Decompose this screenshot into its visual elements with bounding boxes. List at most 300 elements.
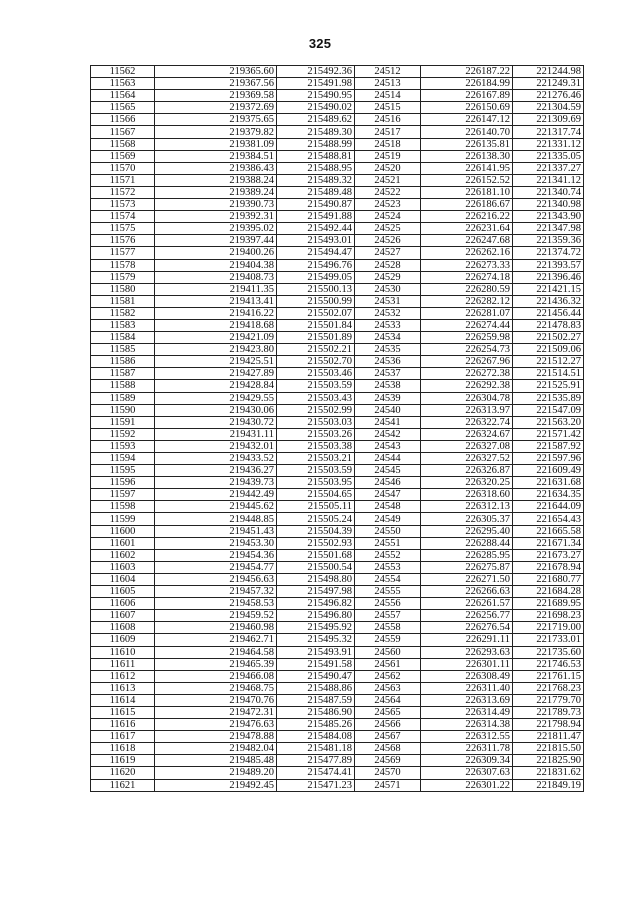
y-coordinate-a-cell: 215490.02 (277, 102, 355, 114)
x-coordinate-a-cell: 219421.09 (155, 332, 277, 344)
point-id-b-cell: 24537 (355, 368, 421, 380)
y-coordinate-a-cell: 215501.89 (277, 332, 355, 344)
y-coordinate-b-cell: 221684.28 (513, 586, 584, 598)
y-coordinate-b-cell: 221761.15 (513, 670, 584, 682)
table-row (91, 102, 584, 114)
x-coordinate-b-cell: 226266.63 (421, 586, 513, 598)
point-id-a-cell: 11592 (91, 428, 155, 440)
x-coordinate-a-cell: 219397.44 (155, 235, 277, 247)
point-id-b-cell: 24515 (355, 102, 421, 114)
y-coordinate-a-cell: 215496.76 (277, 259, 355, 271)
point-id-b-cell: 24560 (355, 646, 421, 658)
table-row (91, 682, 584, 694)
point-id-a-cell: 11614 (91, 694, 155, 706)
x-coordinate-b-cell: 226254.73 (421, 344, 513, 356)
point-id-a-cell: 11570 (91, 162, 155, 174)
y-coordinate-b-cell: 221587.92 (513, 440, 584, 452)
table-row (91, 259, 584, 271)
y-coordinate-a-cell: 215491.88 (277, 211, 355, 223)
point-id-b-cell: 24517 (355, 126, 421, 138)
x-coordinate-b-cell: 226327.08 (421, 440, 513, 452)
x-coordinate-b-cell: 226305.37 (421, 513, 513, 525)
x-coordinate-b-cell: 226276.54 (421, 622, 513, 634)
y-coordinate-b-cell: 221719.00 (513, 622, 584, 634)
x-coordinate-a-cell: 219430.06 (155, 404, 277, 416)
x-coordinate-b-cell: 226274.44 (421, 319, 513, 331)
table-row (91, 573, 584, 585)
y-coordinate-b-cell: 221343.90 (513, 211, 584, 223)
y-coordinate-a-cell: 215471.23 (277, 779, 355, 791)
x-coordinate-b-cell: 226272.38 (421, 368, 513, 380)
coordinates-table-body (91, 66, 584, 792)
x-coordinate-a-cell: 219369.58 (155, 90, 277, 102)
point-id-b-cell: 24557 (355, 610, 421, 622)
point-id-b-cell: 24545 (355, 465, 421, 477)
x-coordinate-a-cell: 219430.72 (155, 416, 277, 428)
x-coordinate-b-cell: 226281.07 (421, 307, 513, 319)
point-id-a-cell: 11567 (91, 126, 155, 138)
table-row (91, 271, 584, 283)
y-coordinate-b-cell: 221502.27 (513, 332, 584, 344)
y-coordinate-b-cell: 221509.06 (513, 344, 584, 356)
x-coordinate-a-cell: 219365.60 (155, 66, 277, 78)
x-coordinate-b-cell: 226285.95 (421, 549, 513, 561)
y-coordinate-a-cell: 215503.59 (277, 465, 355, 477)
x-coordinate-b-cell: 226314.38 (421, 719, 513, 731)
y-coordinate-b-cell: 221393.57 (513, 259, 584, 271)
y-coordinate-a-cell: 215505.24 (277, 513, 355, 525)
x-coordinate-b-cell: 226147.12 (421, 114, 513, 126)
point-id-b-cell: 24555 (355, 586, 421, 598)
y-coordinate-b-cell: 221396.46 (513, 271, 584, 283)
table-row (91, 392, 584, 404)
table-row (91, 706, 584, 718)
y-coordinate-b-cell: 221359.36 (513, 235, 584, 247)
y-coordinate-b-cell: 221798.94 (513, 719, 584, 731)
point-id-b-cell: 24540 (355, 404, 421, 416)
y-coordinate-b-cell: 221609.49 (513, 465, 584, 477)
x-coordinate-a-cell: 219381.09 (155, 138, 277, 150)
point-id-b-cell: 24513 (355, 78, 421, 90)
y-coordinate-a-cell: 215489.62 (277, 114, 355, 126)
y-coordinate-a-cell: 215485.26 (277, 719, 355, 731)
y-coordinate-a-cell: 215490.47 (277, 670, 355, 682)
y-coordinate-a-cell: 215486.90 (277, 706, 355, 718)
x-coordinate-b-cell: 226322.74 (421, 416, 513, 428)
x-coordinate-a-cell: 219404.38 (155, 259, 277, 271)
point-id-b-cell: 24512 (355, 66, 421, 78)
point-id-b-cell: 24563 (355, 682, 421, 694)
x-coordinate-b-cell: 226314.49 (421, 706, 513, 718)
point-id-b-cell: 24552 (355, 549, 421, 561)
point-id-b-cell: 24532 (355, 307, 421, 319)
x-coordinate-b-cell: 226135.81 (421, 138, 513, 150)
table-row (91, 622, 584, 634)
point-id-b-cell: 24536 (355, 356, 421, 368)
x-coordinate-b-cell: 226308.49 (421, 670, 513, 682)
x-coordinate-b-cell: 226187.22 (421, 66, 513, 78)
table-row (91, 295, 584, 307)
x-coordinate-b-cell: 226256.77 (421, 610, 513, 622)
y-coordinate-a-cell: 215503.03 (277, 416, 355, 428)
point-id-b-cell: 24528 (355, 259, 421, 271)
y-coordinate-b-cell: 221244.98 (513, 66, 584, 78)
x-coordinate-b-cell: 226301.11 (421, 658, 513, 670)
y-coordinate-b-cell: 221849.19 (513, 779, 584, 791)
x-coordinate-a-cell: 219460.98 (155, 622, 277, 634)
table-row (91, 694, 584, 706)
point-id-b-cell: 24530 (355, 283, 421, 295)
y-coordinate-b-cell: 221421.15 (513, 283, 584, 295)
y-coordinate-b-cell: 221374.72 (513, 247, 584, 259)
y-coordinate-b-cell: 221571.42 (513, 428, 584, 440)
point-id-a-cell: 11589 (91, 392, 155, 404)
point-id-a-cell: 11564 (91, 90, 155, 102)
point-id-a-cell: 11610 (91, 646, 155, 658)
x-coordinate-b-cell: 226311.78 (421, 743, 513, 755)
point-id-a-cell: 11582 (91, 307, 155, 319)
x-coordinate-b-cell: 226267.96 (421, 356, 513, 368)
table-row (91, 404, 584, 416)
point-id-a-cell: 11568 (91, 138, 155, 150)
x-coordinate-b-cell: 226186.67 (421, 199, 513, 211)
point-id-b-cell: 24559 (355, 634, 421, 646)
point-id-a-cell: 11606 (91, 598, 155, 610)
point-id-a-cell: 11615 (91, 706, 155, 718)
y-coordinate-a-cell: 215484.08 (277, 731, 355, 743)
y-coordinate-a-cell: 215493.91 (277, 646, 355, 658)
table-row (91, 501, 584, 513)
x-coordinate-a-cell: 219416.22 (155, 307, 277, 319)
x-coordinate-a-cell: 219427.89 (155, 368, 277, 380)
point-id-b-cell: 24544 (355, 453, 421, 465)
y-coordinate-a-cell: 215503.43 (277, 392, 355, 404)
y-coordinate-b-cell: 221547.09 (513, 404, 584, 416)
x-coordinate-a-cell: 219429.55 (155, 392, 277, 404)
y-coordinate-a-cell: 215502.70 (277, 356, 355, 368)
point-id-b-cell: 24546 (355, 477, 421, 489)
point-id-b-cell: 24561 (355, 658, 421, 670)
y-coordinate-b-cell: 221331.12 (513, 138, 584, 150)
x-coordinate-a-cell: 219472.31 (155, 706, 277, 718)
x-coordinate-a-cell: 219445.62 (155, 501, 277, 513)
x-coordinate-a-cell: 219451.43 (155, 525, 277, 537)
y-coordinate-a-cell: 215499.05 (277, 271, 355, 283)
point-id-a-cell: 11601 (91, 537, 155, 549)
x-coordinate-a-cell: 219432.01 (155, 440, 277, 452)
point-id-b-cell: 24549 (355, 513, 421, 525)
x-coordinate-a-cell: 219418.68 (155, 319, 277, 331)
y-coordinate-a-cell: 215492.44 (277, 223, 355, 235)
y-coordinate-a-cell: 215505.11 (277, 501, 355, 513)
table-row (91, 719, 584, 731)
table-row (91, 78, 584, 90)
point-id-a-cell: 11572 (91, 186, 155, 198)
point-id-b-cell: 24543 (355, 440, 421, 452)
y-coordinate-a-cell: 215490.95 (277, 90, 355, 102)
point-id-a-cell: 11619 (91, 755, 155, 767)
point-id-b-cell: 24522 (355, 186, 421, 198)
table-row (91, 670, 584, 682)
table-row (91, 537, 584, 549)
x-coordinate-b-cell: 226181.10 (421, 186, 513, 198)
x-coordinate-a-cell: 219423.80 (155, 344, 277, 356)
point-id-a-cell: 11597 (91, 489, 155, 501)
x-coordinate-a-cell: 219442.49 (155, 489, 277, 501)
y-coordinate-b-cell: 221735.60 (513, 646, 584, 658)
point-id-a-cell: 11563 (91, 78, 155, 90)
point-id-a-cell: 11578 (91, 259, 155, 271)
point-id-b-cell: 24568 (355, 743, 421, 755)
point-id-b-cell: 24516 (355, 114, 421, 126)
y-coordinate-a-cell: 215488.99 (277, 138, 355, 150)
y-coordinate-a-cell: 215496.80 (277, 610, 355, 622)
x-coordinate-a-cell: 219433.52 (155, 453, 277, 465)
y-coordinate-b-cell: 221478.83 (513, 319, 584, 331)
x-coordinate-b-cell: 226288.44 (421, 537, 513, 549)
point-id-a-cell: 11593 (91, 440, 155, 452)
y-coordinate-a-cell: 215489.30 (277, 126, 355, 138)
y-coordinate-a-cell: 215501.68 (277, 549, 355, 561)
y-coordinate-a-cell: 215503.59 (277, 380, 355, 392)
y-coordinate-b-cell: 221276.46 (513, 90, 584, 102)
table-row (91, 513, 584, 525)
y-coordinate-b-cell: 221309.69 (513, 114, 584, 126)
y-coordinate-a-cell: 215494.47 (277, 247, 355, 259)
x-coordinate-a-cell: 219408.73 (155, 271, 277, 283)
table-row (91, 307, 584, 319)
x-coordinate-a-cell: 219489.20 (155, 767, 277, 779)
y-coordinate-a-cell: 215489.48 (277, 186, 355, 198)
table-row (91, 66, 584, 78)
x-coordinate-a-cell: 219458.53 (155, 598, 277, 610)
point-id-b-cell: 24569 (355, 755, 421, 767)
y-coordinate-a-cell: 215474.41 (277, 767, 355, 779)
point-id-b-cell: 24550 (355, 525, 421, 537)
point-id-a-cell: 11583 (91, 319, 155, 331)
x-coordinate-a-cell: 219425.51 (155, 356, 277, 368)
y-coordinate-a-cell: 215488.86 (277, 682, 355, 694)
y-coordinate-b-cell: 221689.95 (513, 598, 584, 610)
x-coordinate-b-cell: 226313.69 (421, 694, 513, 706)
point-id-a-cell: 11607 (91, 610, 155, 622)
y-coordinate-b-cell: 221789.73 (513, 706, 584, 718)
x-coordinate-a-cell: 219457.32 (155, 586, 277, 598)
x-coordinate-a-cell: 219392.31 (155, 211, 277, 223)
y-coordinate-b-cell: 221678.94 (513, 561, 584, 573)
point-id-a-cell: 11594 (91, 453, 155, 465)
point-id-b-cell: 24527 (355, 247, 421, 259)
y-coordinate-b-cell: 221597.96 (513, 453, 584, 465)
y-coordinate-b-cell: 221347.98 (513, 223, 584, 235)
point-id-b-cell: 24518 (355, 138, 421, 150)
y-coordinate-a-cell: 215495.32 (277, 634, 355, 646)
y-coordinate-b-cell: 221825.90 (513, 755, 584, 767)
x-coordinate-b-cell: 226184.99 (421, 78, 513, 90)
point-id-b-cell: 24529 (355, 271, 421, 283)
y-coordinate-a-cell: 215500.54 (277, 561, 355, 573)
point-id-a-cell: 11613 (91, 682, 155, 694)
table-row (91, 634, 584, 646)
y-coordinate-b-cell: 221634.35 (513, 489, 584, 501)
point-id-b-cell: 24548 (355, 501, 421, 513)
y-coordinate-b-cell: 221335.05 (513, 150, 584, 162)
y-coordinate-a-cell: 215491.58 (277, 658, 355, 670)
point-id-a-cell: 11585 (91, 344, 155, 356)
y-coordinate-a-cell: 215500.99 (277, 295, 355, 307)
point-id-a-cell: 11573 (91, 199, 155, 211)
x-coordinate-a-cell: 219454.36 (155, 549, 277, 561)
y-coordinate-a-cell: 215496.82 (277, 598, 355, 610)
x-coordinate-a-cell: 219456.63 (155, 573, 277, 585)
page-number: 325 (308, 36, 332, 51)
table-row (91, 283, 584, 295)
point-id-a-cell: 11590 (91, 404, 155, 416)
x-coordinate-b-cell: 226138.30 (421, 150, 513, 162)
table-row (91, 658, 584, 670)
x-coordinate-b-cell: 226312.55 (421, 731, 513, 743)
x-coordinate-b-cell: 226141.95 (421, 162, 513, 174)
x-coordinate-b-cell: 226295.40 (421, 525, 513, 537)
table-row (91, 525, 584, 537)
y-coordinate-a-cell: 215488.95 (277, 162, 355, 174)
x-coordinate-b-cell: 226291.11 (421, 634, 513, 646)
x-coordinate-a-cell: 219478.88 (155, 731, 277, 743)
x-coordinate-a-cell: 219367.56 (155, 78, 277, 90)
y-coordinate-a-cell: 215489.32 (277, 174, 355, 186)
x-coordinate-b-cell: 226320.25 (421, 477, 513, 489)
table-row (91, 416, 584, 428)
point-id-b-cell: 24535 (355, 344, 421, 356)
y-coordinate-b-cell: 221733.01 (513, 634, 584, 646)
x-coordinate-a-cell: 219454.77 (155, 561, 277, 573)
y-coordinate-b-cell: 221514.51 (513, 368, 584, 380)
y-coordinate-b-cell: 221512.27 (513, 356, 584, 368)
table-row (91, 453, 584, 465)
y-coordinate-a-cell: 215504.65 (277, 489, 355, 501)
y-coordinate-a-cell: 215502.21 (277, 344, 355, 356)
point-id-a-cell: 11580 (91, 283, 155, 295)
x-coordinate-a-cell: 219476.63 (155, 719, 277, 731)
x-coordinate-a-cell: 219428.84 (155, 380, 277, 392)
point-id-b-cell: 24533 (355, 319, 421, 331)
point-id-a-cell: 11577 (91, 247, 155, 259)
x-coordinate-a-cell: 219431.11 (155, 428, 277, 440)
x-coordinate-a-cell: 219485.48 (155, 755, 277, 767)
x-coordinate-a-cell: 219384.51 (155, 150, 277, 162)
x-coordinate-b-cell: 226262.16 (421, 247, 513, 259)
table-row (91, 114, 584, 126)
y-coordinate-b-cell: 221671.34 (513, 537, 584, 549)
x-coordinate-a-cell: 219464.58 (155, 646, 277, 658)
x-coordinate-b-cell: 226293.63 (421, 646, 513, 658)
y-coordinate-a-cell: 215503.46 (277, 368, 355, 380)
table-row (91, 549, 584, 561)
x-coordinate-b-cell: 226261.57 (421, 598, 513, 610)
y-coordinate-b-cell: 221768.23 (513, 682, 584, 694)
y-coordinate-b-cell: 221436.32 (513, 295, 584, 307)
point-id-b-cell: 24542 (355, 428, 421, 440)
y-coordinate-a-cell: 215501.84 (277, 319, 355, 331)
x-coordinate-b-cell: 226152.52 (421, 174, 513, 186)
y-coordinate-b-cell: 221317.74 (513, 126, 584, 138)
x-coordinate-a-cell: 219386.43 (155, 162, 277, 174)
table-row (91, 779, 584, 791)
point-id-b-cell: 24553 (355, 561, 421, 573)
x-coordinate-a-cell: 219465.39 (155, 658, 277, 670)
table-row (91, 428, 584, 440)
point-id-b-cell: 24514 (355, 90, 421, 102)
x-coordinate-a-cell: 219453.30 (155, 537, 277, 549)
point-id-a-cell: 11588 (91, 380, 155, 392)
x-coordinate-b-cell: 226150.69 (421, 102, 513, 114)
y-coordinate-a-cell: 215487.59 (277, 694, 355, 706)
point-id-b-cell: 24525 (355, 223, 421, 235)
y-coordinate-b-cell: 221340.98 (513, 199, 584, 211)
point-id-a-cell: 11604 (91, 573, 155, 585)
point-id-b-cell: 24565 (355, 706, 421, 718)
point-id-a-cell: 11569 (91, 150, 155, 162)
table-row (91, 344, 584, 356)
y-coordinate-a-cell: 215490.87 (277, 199, 355, 211)
x-coordinate-b-cell: 226140.70 (421, 126, 513, 138)
point-id-a-cell: 11595 (91, 465, 155, 477)
y-coordinate-a-cell: 215488.81 (277, 150, 355, 162)
point-id-a-cell: 11605 (91, 586, 155, 598)
point-id-a-cell: 11584 (91, 332, 155, 344)
table-row (91, 731, 584, 743)
y-coordinate-b-cell: 221673.27 (513, 549, 584, 561)
y-coordinate-a-cell: 215503.26 (277, 428, 355, 440)
x-coordinate-a-cell: 219466.08 (155, 670, 277, 682)
table-row (91, 211, 584, 223)
y-coordinate-b-cell: 221644.09 (513, 501, 584, 513)
y-coordinate-b-cell: 221831.62 (513, 767, 584, 779)
y-coordinate-b-cell: 221698.23 (513, 610, 584, 622)
table-row (91, 380, 584, 392)
table-row (91, 767, 584, 779)
y-coordinate-b-cell: 221680.77 (513, 573, 584, 585)
x-coordinate-a-cell: 219389.24 (155, 186, 277, 198)
point-id-b-cell: 24519 (355, 150, 421, 162)
x-coordinate-b-cell: 226231.64 (421, 223, 513, 235)
point-id-b-cell: 24566 (355, 719, 421, 731)
point-id-a-cell: 11566 (91, 114, 155, 126)
table-row (91, 465, 584, 477)
point-id-a-cell: 11616 (91, 719, 155, 731)
point-id-a-cell: 11618 (91, 743, 155, 755)
table-row (91, 174, 584, 186)
table-row (91, 235, 584, 247)
y-coordinate-b-cell: 221779.70 (513, 694, 584, 706)
table-row (91, 138, 584, 150)
y-coordinate-b-cell: 221304.59 (513, 102, 584, 114)
y-coordinate-a-cell: 215504.39 (277, 525, 355, 537)
point-id-a-cell: 11620 (91, 767, 155, 779)
point-id-b-cell: 24562 (355, 670, 421, 682)
x-coordinate-b-cell: 226326.87 (421, 465, 513, 477)
x-coordinate-b-cell: 226247.68 (421, 235, 513, 247)
table-row (91, 126, 584, 138)
table-row (91, 440, 584, 452)
point-id-a-cell: 11579 (91, 271, 155, 283)
y-coordinate-a-cell: 215502.07 (277, 307, 355, 319)
point-id-b-cell: 24523 (355, 199, 421, 211)
table-row (91, 646, 584, 658)
x-coordinate-b-cell: 226282.12 (421, 295, 513, 307)
y-coordinate-b-cell: 221340.74 (513, 186, 584, 198)
y-coordinate-a-cell: 215477.89 (277, 755, 355, 767)
